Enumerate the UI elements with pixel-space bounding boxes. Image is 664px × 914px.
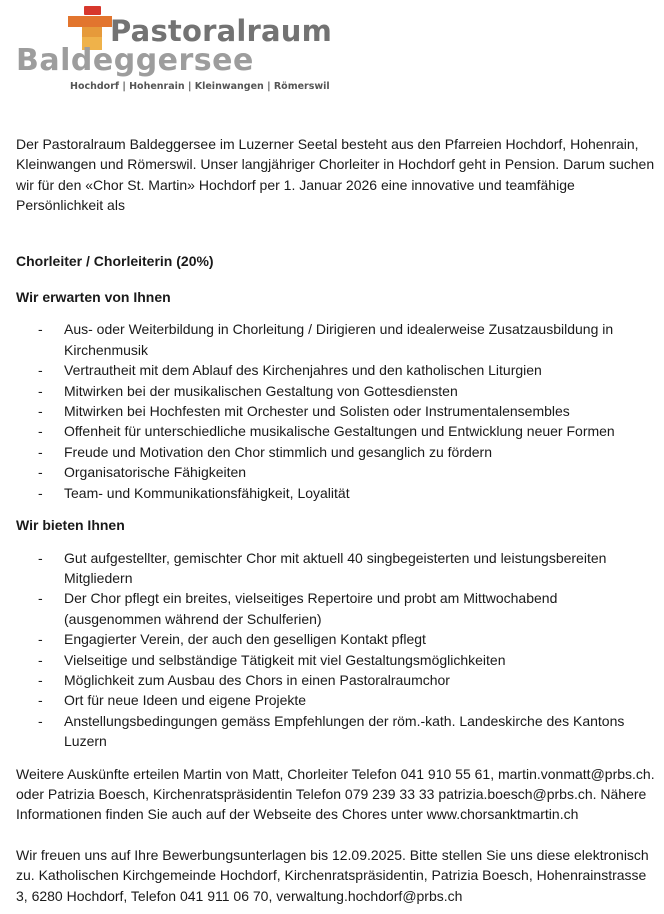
dash-bullet-icon: -	[38, 484, 43, 501]
dash-bullet-icon: -	[38, 423, 43, 440]
dash-bullet-icon: -	[38, 671, 43, 688]
dash-bullet-icon: -	[38, 362, 43, 379]
application-paragraph: Wir freuen uns auf Ihre Bewerbungsunterlagen bis 12.09.2025. Bitte stellen Sie uns diese elektronisch zu. Katholischen Kirchgemeinde Hochdorf, Kirchenratspräsidentin, Patrizia Boesch, Hohenrainstrasse 3, 6280 Hochdorf, Telefon 041 911 06 70, verwaltung.hochdorf@prbs.ch	[16, 846, 649, 904]
offer-list	[16, 548, 656, 752]
contact-paragraph: Weitere Auskünfte erteilen Martin von Matt, Chorleiter Telefon 041 910 55 61, martin.vonmatt@prbs.ch. oder Patrizia Boesch, Kirchenratspräsidentin Telefon 079 239 33 33 patrizia.boesch@prbs.ch. Nähere Informationen finden Sie auch auf der Webseite des Chores unter www.chorsanktmartin.ch	[16, 765, 655, 823]
logo-cross-top-icon	[84, 6, 101, 15]
offer-item: - Anstellungsbedingungen gemäss Empfehlungen der röm.-kath. Landeskirche des Kantons Luzern	[38, 712, 625, 750]
logo-places: Hochdorf | Hohenrain | Kleinwangen | Römerswil	[70, 81, 330, 92]
offer-item: - Engagierter Verein, der auch den geselligen Kontakt pflegt	[16, 629, 656, 649]
expect-item: - Mitwirken bei Hochfesten mit Orchester und Solisten oder Instrumentalensembles	[16, 401, 656, 421]
offer-item: - Möglichkeit zum Ausbau des Chors in einen Pastoralraumchor	[16, 670, 656, 690]
job-posting	[16, 134, 656, 906]
expect-item: - Offenheit für unterschiedliche musikalische Gestaltungen und Entwicklung neuer Formen	[16, 421, 656, 441]
dash-bullet-icon: -	[38, 382, 43, 399]
logo-cross-mid-icon	[82, 27, 102, 37]
dash-bullet-icon: -	[38, 712, 43, 729]
expect-item: - Vertrautheit mit dem Ablauf des Kirchenjahres und den katholischen Liturgien	[16, 360, 656, 380]
expect-item: - Organisatorische Fähigkeiten	[16, 462, 656, 482]
logo-title: Pastoralraum	[110, 14, 333, 48]
offer-item: - Vielseitige und selbständige Tätigkeit mit viel Gestaltungsmöglichkeiten	[16, 650, 656, 670]
expect-item: - Aus- oder Weiterbildung in Chorleitung / Dirigieren und idealerweise Zusatzausbildung in Kirchenmusik	[38, 321, 614, 358]
expect-item: - Freude und Motivation den Chor stimmlich und gesanglich zu fördern	[16, 442, 656, 462]
dash-bullet-icon: -	[38, 549, 43, 566]
job-title: Chorleiter / Chorleiterin (20%)	[16, 252, 214, 269]
offer-item: - Gut aufgestellter, gemischter Chor mit aktuell 40 singbegeisterten und leistungsbereiten Mitgliedern	[38, 549, 607, 586]
offer-item: - Ort für neue Ideen und eigene Projekte	[16, 690, 656, 710]
offer-item: - Der Chor pflegt ein breites, vielseitiges Repertoire und probt am Mittwochabend (ausgenommen während der Schulferien)	[38, 590, 558, 627]
expect-list	[16, 319, 656, 503]
logo-cross-bar-icon	[68, 16, 112, 27]
dash-bullet-icon: -	[38, 443, 43, 460]
pastoralraum-logo	[14, 4, 333, 96]
expect-item: - Team- und Kommunikationsfähigkeit, Loyalität	[16, 483, 656, 503]
dash-bullet-icon: -	[38, 590, 43, 607]
dash-bullet-icon: -	[38, 692, 43, 709]
dash-bullet-icon: -	[38, 403, 43, 420]
expect-heading: Wir erwarten von Ihnen	[16, 289, 171, 306]
dash-bullet-icon: -	[38, 464, 43, 481]
dash-bullet-icon: -	[38, 631, 43, 648]
dash-bullet-icon: -	[38, 651, 43, 668]
intro-paragraph: Der Pastoralraum Baldeggersee im Luzerner Seetal besteht aus den Pfarreien Hochdorf, Hohenrain, Kleinwangen und Römerswil. Unser langjähriger Chorleiter in Hochdorf geht in Pension. Darum suchen wir für den «Chor St. Martin» Hochdorf per 1. Januar 2026 eine innovative und teamfähige Persönlichkeit als	[16, 136, 655, 214]
offer-heading: Wir bieten Ihnen	[16, 517, 125, 534]
dash-bullet-icon: -	[38, 321, 43, 338]
logo-subtitle: Baldeggersee	[16, 43, 254, 78]
expect-item: - Mitwirken bei der musikalischen Gestaltung von Gottesdiensten	[16, 381, 656, 401]
